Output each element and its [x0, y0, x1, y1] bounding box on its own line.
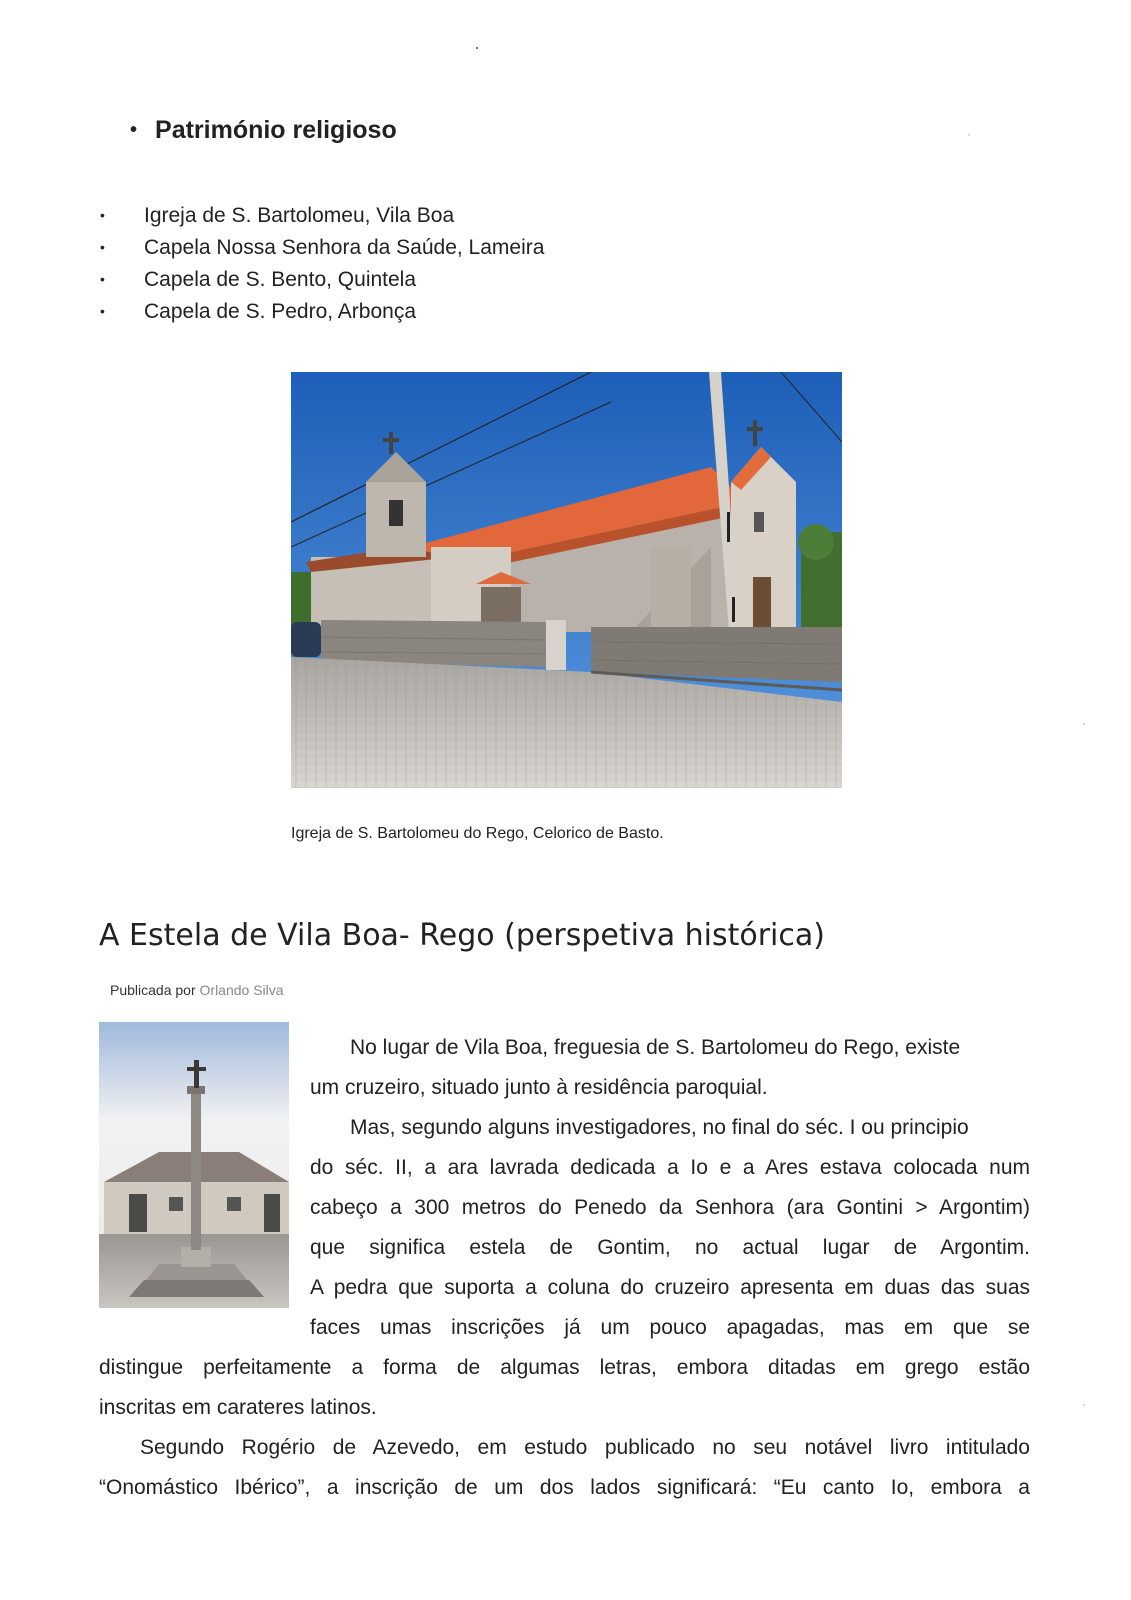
scan-speck: [968, 134, 970, 136]
photo-caption: Igreja de S. Bartolomeu do Rego, Celorico de Basto.: [291, 825, 664, 842]
paragraph-line: Segundo Rogério de Azevedo, em estudo publicado no seu notável livro intitulado: [140, 1436, 1030, 1459]
cruzeiro-illustration: [99, 1022, 289, 1308]
estela-photo: [99, 1022, 289, 1308]
list-item: [100, 296, 544, 328]
church-illustration: [291, 372, 842, 788]
list-item-text: Capela de S. Pedro, Arbonça: [144, 300, 417, 323]
author-link[interactable]: Orlando Silva: [199, 982, 284, 998]
list-bullet: •: [100, 271, 105, 287]
byline-prefix: Publicada por: [110, 982, 196, 998]
paragraph-line: inscritas em carateres latinos.: [99, 1396, 377, 1419]
scan-speck: [1083, 723, 1085, 725]
paragraph-line: A pedra que suporta a coluna do cruzeiro apresenta em duas das suas: [310, 1276, 1030, 1299]
paragraph-line: um cruzeiro, situado junto à residência paroquial.: [310, 1076, 768, 1099]
paragraph-line: que significa estela de Gontim, no actual lugar de Argontim.: [310, 1236, 1030, 1259]
article-title: A Estela de Vila Boa- Rego (perspetiva histórica): [99, 918, 825, 953]
paragraph-line: cabeço a 300 metros do Penedo da Senhora (ara Gontini > Argontim): [310, 1196, 1030, 1219]
list-bullet: •: [100, 207, 105, 223]
paragraph-line: No lugar de Vila Boa, freguesia de S. Bartolomeu do Rego, existe: [350, 1036, 961, 1059]
list-item-text: Igreja de S. Bartolomeu, Vila Boa: [144, 204, 455, 227]
list-bullet: •: [100, 303, 105, 319]
paragraph-line: Mas, segundo alguns investigadores, no final do séc. I ou principio: [350, 1116, 969, 1139]
list-item-text: Capela Nossa Senhora da Saúde, Lameira: [144, 236, 545, 259]
byline: [110, 982, 284, 998]
section-heading: [130, 116, 397, 145]
list-item: [100, 232, 544, 264]
list-item: [100, 264, 544, 296]
heading-text: Património religioso: [155, 116, 397, 144]
church-list: [100, 200, 544, 328]
heading-bullet: •: [130, 119, 138, 141]
list-item-text: Capela de S. Bento, Quintela: [144, 268, 417, 291]
paragraph-line: faces umas inscrições já um pouco apagadas, mas em que se: [310, 1316, 1030, 1339]
church-photo: [291, 372, 842, 788]
scan-speck: [476, 47, 478, 49]
paragraph-line: “Onomástico Ibérico”, a inscrição de um dos lados significará: “Eu canto Io, embora a: [99, 1476, 1030, 1499]
scan-speck: [1083, 1404, 1085, 1406]
list-bullet: •: [100, 239, 105, 255]
paragraph-line: do séc. II, a ara lavrada dedicada a Io e a Ares estava colocada num: [310, 1156, 1030, 1179]
paragraph-line: distingue perfeitamente a forma de algumas letras, embora ditadas em grego estão: [99, 1356, 1030, 1379]
list-item: [100, 200, 544, 232]
